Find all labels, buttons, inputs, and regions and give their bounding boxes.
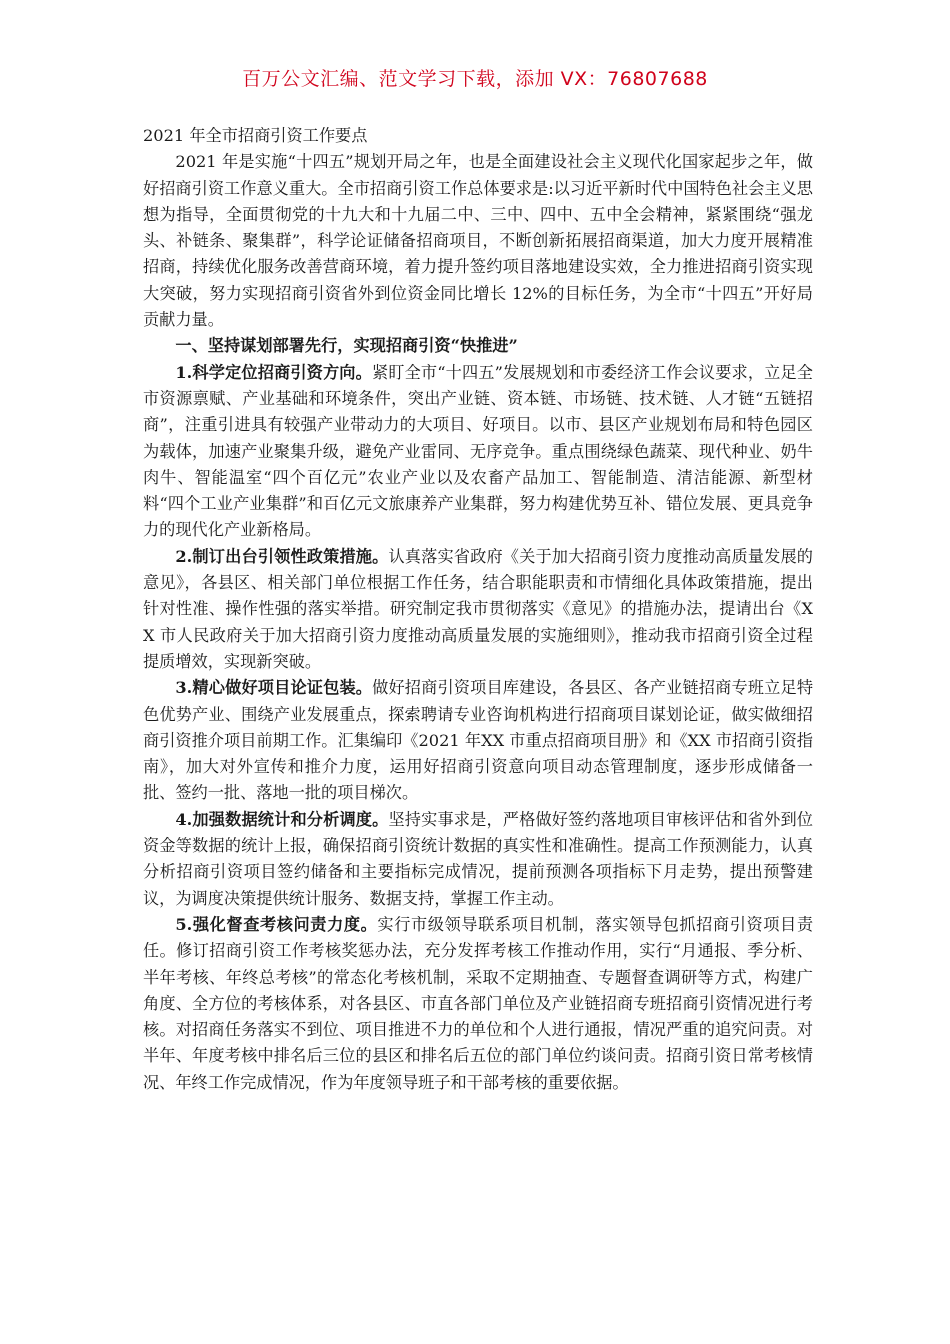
item-body: 实行市级领导联系项目机制，落实领导包抓招商引资项目责任。修订招商引资工作考核奖惩办法，充分发挥考核工作推动作用，实行“月通报、季分析、半年考核、年终总考核”的常态化考核机制，采取不定期抽查、专题督查调研等方式，构建广角度、全方位的考核体系，对各县区、市直各部门单位及产业链招商专班招商引资情况进行考核。对招商任务落实不到位、项目推进不力的单位和个人进行通报，情况严重的追究问责。对半年、年度考核中排名后三位的县区和排名后五位的部门单位约谈问责。招商引资日常考核情况、年终工作完成情况，作为年度领导班子和干部考核的重要依据。 <box>143 914 814 1092</box>
item-paragraph <box>143 360 813 544</box>
item-title: 4.加强数据统计和分析调度。 <box>175 809 389 829</box>
item-paragraph <box>143 675 813 806</box>
item-title: 3.精心做好项目论证包装。 <box>175 678 373 698</box>
section-heading: 一、坚持谋划部署先行，实现招商引资“快推进” <box>175 336 518 356</box>
item-body: 坚持实事求是，严格做好签约落地项目审核评估和省外到位资金等数据的统计上报，确保招商引资统计数据的真实性和准确性。提高工作预测能力，认真分析招商引资项目签约储备和主要指标完成情况，提前预测各项指标下月走势，提出预警建议，为调度决策提供统计服务、数据支持，掌握工作主动。 <box>143 809 813 908</box>
document-title: 2021 年全市招商引资工作要点 <box>143 126 368 145</box>
item-title: 5.强化督查考核问责力度。 <box>175 914 378 934</box>
item-body: 做好招商引资项目库建设，各县区、各产业链招商专班立足特色优势产业、围绕产业发展重点，探索聘请专业咨询机构进行招商项目谋划论证，做实做细招商引资推介项目前期工作。汇集编印《2021 年XX 市重点招商项目册》和《XX 市招商引资指南》，加大对外宣传和推介力度，运用好招商引资意向项目动态管理制度，逐步形成储备一批、签约一批、落地一批的项目梯次。 <box>143 678 814 803</box>
item-title: 2.制订出台引领性政策措施。 <box>175 546 389 566</box>
item-body: 紧盯全市“十四五”发展规划和市委经济工作会议要求，立足全市资源禀赋、产业基础和环境条件，突出产业链、资本链、市场链、技术链、人才链“五链招商”，注重引进具有较强产业带动力的大项目、好项目。以市、县区产业规划布局和特色园区为载体，加速产业聚集升级，避免产业雷同、无序竞争。重点围绕绿色蔬菜、现代种业、奶牛肉牛、智能温室“四个百亿元”农业产业以及农畜产品加工、智能制造、清洁能源、新型材料“四个工业产业集群”和百亿元文旅康养产业集群，努力构建优势互补、错位发展、更具竞争力的现代化产业新格局。 <box>143 362 813 540</box>
intro-paragraph: 2021 年是实施“十四五”规划开局之年，也是全面建设社会主义现代化国家起步之年，做好招商引资工作意义重大。全市招商引资工作总体要求是:以习近平新时代中国特色社会主义思想为指导，全面贯彻党的十九大和十九届二中、三中、四中、五中全会精神，紧紧围绕“强龙头、补链条、聚集群”，科学论证储备招商项目，不断创新拓展招商渠道，加大力度开展精准招商，持续优化服务改善营商环境，着力提升签约项目落地建设实效，全力推进招商引资实现大突破，努力实现招商引资省外到位资金同比增长 12%的目标任务，为全市“十四五”开好局贡献力量。 <box>143 152 813 330</box>
item-paragraph <box>143 807 813 912</box>
document-body <box>143 123 813 1096</box>
header-banner: 百万公文汇编、范文学习下载，添加 VX：76807688 <box>242 68 708 90</box>
item-paragraph <box>143 544 813 675</box>
item-body: 认真落实省政府《关于加大招商引资力度推动高质量发展的意见》，各县区、相关部门单位根据工作任务，结合职能职责和市情细化具体政策措施，提出针对性准、操作性强的落实举措。研究制定我市贯彻落实《意见》的措施办法，提请出台《XX 市人民政府关于加大招商引资力度推动高质量发展的实施细则》，推动我市招商引资全过程提质增效，实现新突破。 <box>143 546 813 671</box>
item-paragraph <box>143 912 813 1096</box>
item-title: 1.科学定位招商引资方向。 <box>175 362 372 382</box>
